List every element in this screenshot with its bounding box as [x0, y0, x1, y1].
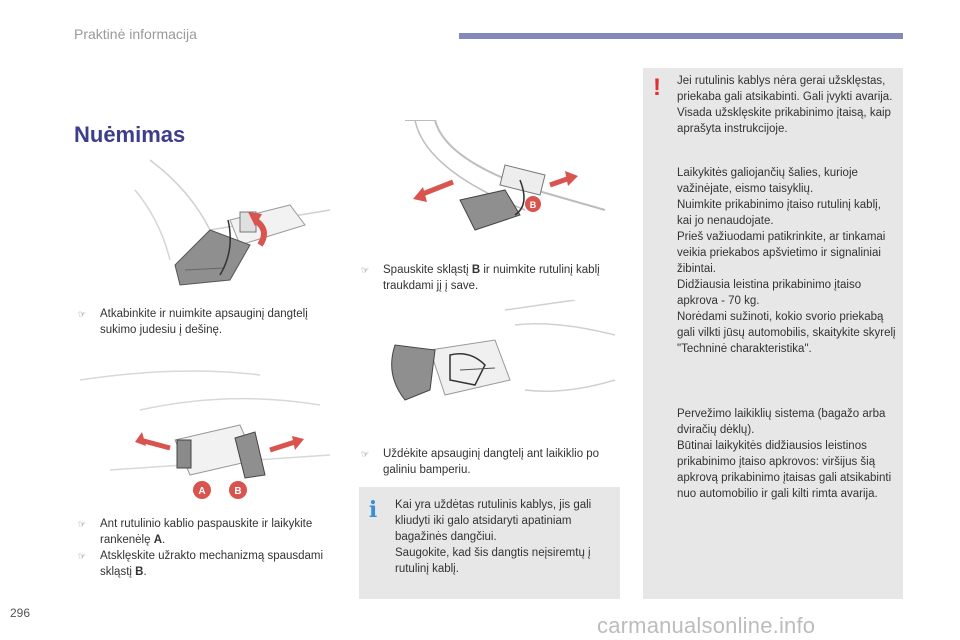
info-icon: i: [368, 497, 378, 523]
watermark: carmanualsonline.info: [597, 613, 816, 638]
step-remove-towball: ☞ Spauskite skląstį B ir nuimkite rutulinį kablį traukdami jį į save.: [361, 264, 600, 292]
running-header: Praktinė informacija: [74, 26, 197, 42]
step-unlock-latch: ☞ Atsklęskite užrakto mechanizmą spausdami skląstį B.: [78, 550, 324, 578]
illustration-handle-latch: [80, 360, 340, 510]
warning-text-2: Laikykitės galiojančių šalies, kurioje važinėjate, eismo taisyklių. Nuimkite prikabinimo įtaiso rutulinį kablį, kai jo nenaudojate. Prieš važiuodami patikrinkite, ar tinkamai veikia priekabos apšvietimo ir signaliniai žibintai. Didžiausia leistina prikabinimo įtaiso apkrova - 70 kg. Norėdami sužinoti, kokio svorio priekabą gali vilkti jūsų automobilis, skaitykite skyrelį "Techninė charakteristika".: [677, 167, 896, 355]
step-text: Atkabinkite ir nuimkite apsauginį dangtelį sukimo judesiu į dešinę.: [100, 308, 308, 336]
info-text: Kai yra uždėtas rutulinis kablys, jis gali kliudyti iki galo atsidaryti apatiniam bagažinės dangčiui. Saugokite, kad šis dangtis neįsiremtų į rutulinį kablį.: [395, 499, 592, 575]
illustration-cap-rotate: [130, 150, 340, 300]
step-press-handle: ☞ Ant rutulinio kablio paspauskite ir laikykite rankenėlę A.: [78, 518, 313, 546]
pointing-bullet-icon: ☞: [361, 449, 370, 459]
warning-text-1: Jei rutulinis kablys nėra gerai užsklęstas, priekaba gali atsikabinti. Gali įvykti avarija. Visada užsklęskite prikabinimo įtaisą, kaip aprašyta instrukcijoje.: [677, 75, 893, 135]
pointing-bullet-icon: ☞: [361, 265, 370, 275]
step-text: Uždėkite apsauginį dangtelį ant laikiklio po galiniu bamperiu.: [383, 448, 600, 476]
exclamation-icon: !: [653, 74, 661, 101]
page-number: 296: [10, 606, 31, 620]
warning-text-3: Pervežimo laikiklių sistema (bagažo arba dviračių dėklų). Būtinai laikykitės didžiausios leistinos prikabinimo įtaiso apkrovos: viršijus šią apkrovą prikabinimo įtaisas gali atsikabinti nuo automobilio ir gali kilti rimta avarija.: [677, 408, 892, 500]
illustration-fit-cap: [375, 300, 620, 430]
pointing-bullet-icon: ☞: [78, 309, 87, 319]
pointing-bullet-icon: ☞: [78, 551, 87, 561]
callout-B-2: B: [529, 200, 537, 210]
callout-A: A: [198, 486, 206, 497]
section-title: Nuėmimas: [74, 122, 186, 147]
illustration-pull-towball: [405, 120, 615, 240]
callout-B: B: [234, 486, 242, 497]
step-remove-cap: [78, 306, 340, 338]
header-bar: [459, 33, 903, 39]
pointing-bullet-icon: ☞: [78, 519, 87, 529]
step-fit-cap: [361, 446, 619, 478]
